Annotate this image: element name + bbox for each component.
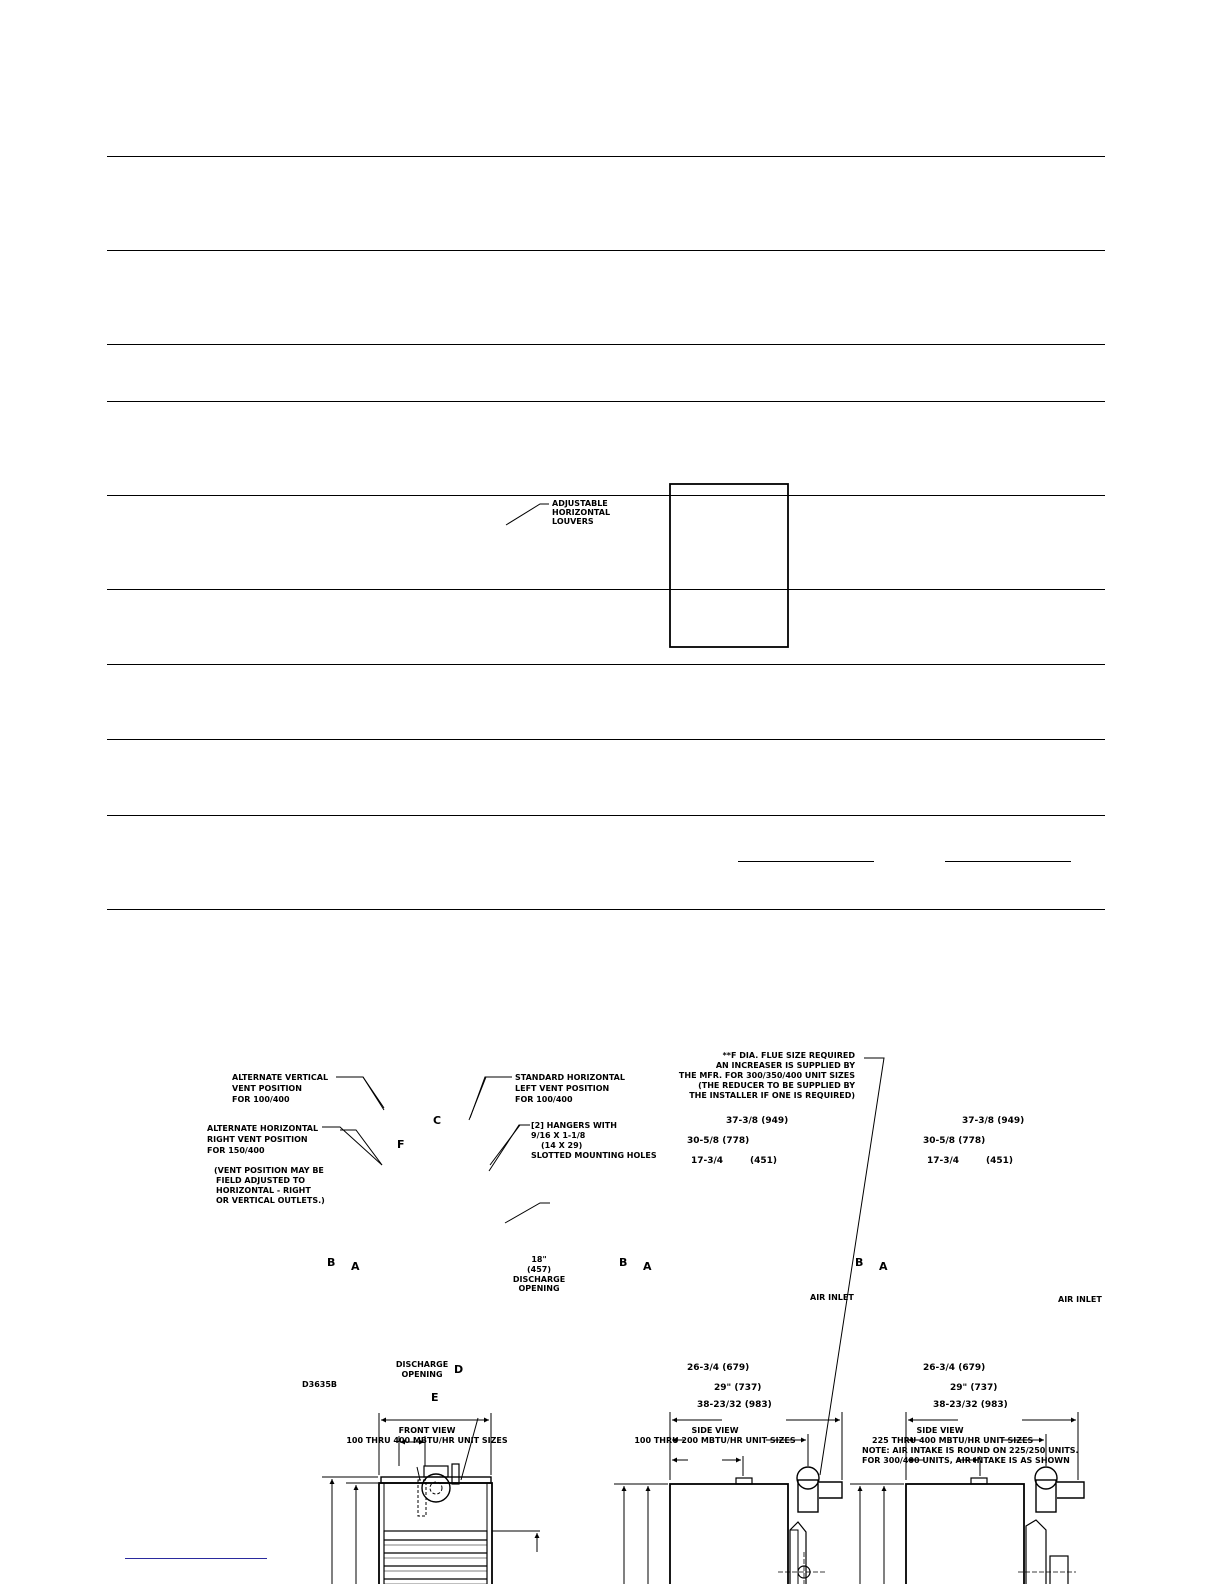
callout-std-horizontal: STANDARD HORIZONTAL LEFT VENT POSITION FOR 100/400 — [515, 1073, 625, 1104]
side-view-1 — [670, 484, 788, 647]
side2-dim-top-3b: (451) — [986, 1156, 1014, 1166]
dimension-drawing — [0, 499, 1224, 1480]
side2-caption: SIDE VIEW 225 THRU 400 MBTU/HR UNIT SIZES NOTE: AIR INTAKE IS ROUND ON 225/250 UNITS. FOR 300/400 UNITS, AIR INTAKE IS AS SHOWN — [862, 1426, 1079, 1465]
side1-dim-top-1: 37-3/8 (949) — [726, 1116, 789, 1126]
side2-dim-top-1: 37-3/8 (949) — [962, 1116, 1025, 1126]
table-rule-4 — [107, 401, 1105, 402]
table-rule-10 — [107, 909, 1105, 910]
drawing-id: D3635B — [302, 1380, 338, 1389]
callout-vent-note: (VENT POSITION MAY BE FIELD ADJUSTED TO HORIZONTAL - RIGHT OR VERTICAL OUTLETS.) — [214, 1166, 325, 1205]
callout-alt-horizontal: ALTERNATE HORIZONTAL RIGHT VENT POSITION FOR 150/400 — [207, 1124, 319, 1155]
discharge-opening-label: DISCHARGE OPENING — [395, 1360, 449, 1379]
dim-f-label: F — [397, 1138, 405, 1151]
side-view-2-text — [855, 1116, 1102, 1465]
side1-air-inlet: AIR INLET — [810, 1293, 854, 1302]
footer-link-underline — [125, 1558, 267, 1559]
side2-dim-a: A — [879, 1260, 888, 1273]
callout-hangers: [2] HANGERS WITH 9/16 X 1-1/8 (14 X 29) SLOTTED MOUNTING HOLES — [531, 1121, 657, 1160]
flue-note: **F DIA. FLUE SIZE REQUIRED AN INCREASER IS SUPPLIED BY THE MFR. FOR 300/350/400 UNIT SIZES (THE REDUCER TO BE SUPPLIED BY THE INSTALLER IF ONE IS REQUIRED) — [678, 1051, 855, 1100]
table-rule-1 — [107, 156, 1105, 157]
side-view-1-text — [619, 1051, 855, 1445]
side1-dim-bot-2: 29" (737) — [714, 1383, 762, 1393]
dim-discharge-lines — [492, 1531, 540, 1584]
side1-dim-b: B — [619, 1256, 628, 1269]
side2-dim-b: B — [855, 1256, 864, 1269]
table-rule-8 — [107, 739, 1105, 740]
side2-dim-bot-3: 38-23/32 (983) — [933, 1400, 1008, 1410]
side1-dim-top-3a: 17-3/4 — [691, 1156, 724, 1166]
table-rule-5 — [107, 495, 1105, 496]
dim-a-label: A — [351, 1260, 360, 1273]
callout-louvers: ADJUSTABLE HORIZONTAL LOUVERS — [552, 499, 611, 526]
table-short-rule-2 — [945, 861, 1071, 862]
side2-dim-top-3a: 17-3/4 — [927, 1156, 960, 1166]
dim-c-label: C — [433, 1114, 442, 1127]
side2-air-inlet: AIR INLET — [1058, 1295, 1102, 1304]
table-rule-6 — [107, 589, 1105, 590]
dim-ab-lines — [322, 1477, 378, 1584]
front-view-text — [207, 499, 657, 1445]
dim-d-label: D — [454, 1363, 464, 1376]
table-short-rule-1 — [738, 861, 874, 862]
front-caption: FRONT VIEW 100 THRU 400 MBTU/HR UNIT SIZES — [346, 1426, 508, 1445]
side2-dim-top-2: 30-5/8 (778) — [923, 1136, 986, 1146]
front-cabinet-outline — [379, 1483, 492, 1584]
table-rule-7 — [107, 664, 1105, 665]
front-callout-leaders — [322, 504, 549, 1171]
side1-cabinet — [670, 484, 788, 647]
side1-dim-top-3b: (451) — [750, 1156, 778, 1166]
side1-dim-a: A — [643, 1260, 652, 1273]
side1-dim-bot-3: 38-23/32 (983) — [697, 1400, 772, 1410]
louvers — [384, 1531, 487, 1584]
table-rule-2 — [107, 250, 1105, 251]
front-view-body — [299, 1077, 550, 1584]
side1-dim-bot-1: 26-3/4 (679) — [687, 1363, 750, 1373]
callout-alt-vertical: ALTERNATE VERTICAL VENT POSITION FOR 100/400 — [232, 1073, 329, 1104]
side2-dim-bot-2: 29" (737) — [950, 1383, 998, 1393]
callout-discharge: 18" (457) DISCHARGE OPENING — [512, 1255, 566, 1293]
dim-e-label: E — [431, 1391, 439, 1404]
table-rule-9 — [107, 815, 1105, 816]
side1-caption: SIDE VIEW 100 THRU 200 MBTU/HR UNIT SIZES — [634, 1426, 796, 1445]
dim-b-label: B — [327, 1256, 336, 1269]
side1-dim-top-2: 30-5/8 (778) — [687, 1136, 750, 1146]
side2-dim-bot-1: 26-3/4 (679) — [923, 1363, 986, 1373]
table-rule-3 — [107, 344, 1105, 345]
